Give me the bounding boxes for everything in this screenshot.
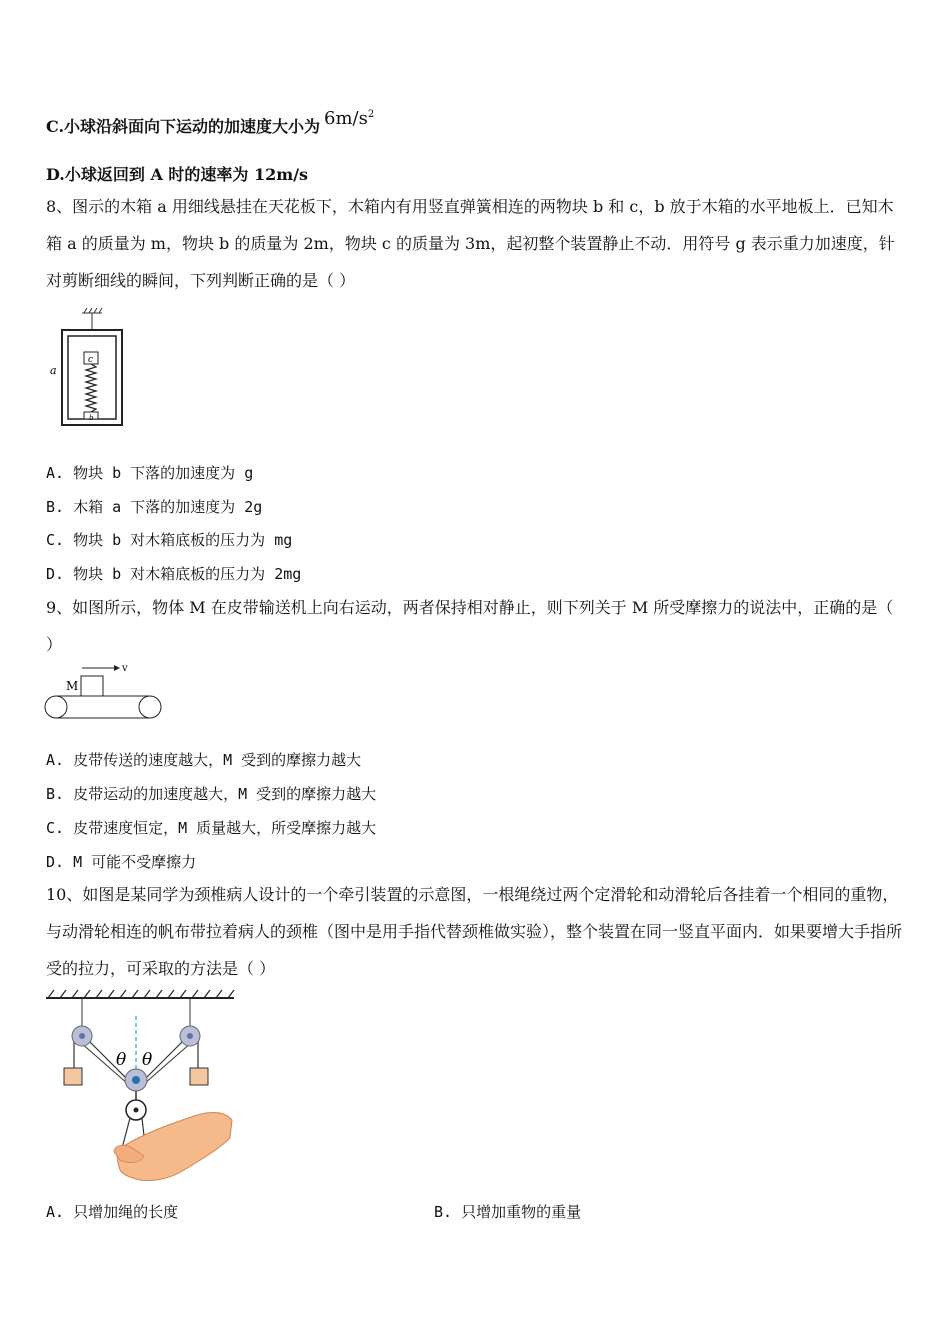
right-fixed-pulley-hub	[187, 1033, 193, 1039]
q9-option-a: A. 皮带传送的速度越大，M 受到的摩擦力越大	[46, 751, 362, 769]
q9-stem-line1: 9、如图所示，物体 M 在皮带输送机上向右运动，两者保持相对静止，则下列关于 M 所受摩擦力的说法中，正确的是（	[46, 598, 894, 617]
q9-option-b: B. 皮带运动的加速度越大，M 受到的摩擦力越大	[46, 785, 377, 803]
left-weight	[64, 1068, 82, 1085]
q10-stem: 10、如图是某同学为颈椎病人设计的一个牵引装置的示意图，一根绳绕过两个定滑轮和动滑轮后各挂着一个相同的重物，与动滑轮相连的帆布带拉着病人的颈椎（图中是用手指代替颈椎做实验），整个装置在同一竖直平面内．如果要增大手指所受的拉力，可采取的方法是（ ）	[46, 885, 903, 978]
q9-option-d: D. M 可能不受摩擦力	[46, 853, 197, 871]
moving-pulley-hub	[132, 1076, 140, 1084]
q7-option-c-text: C.小球沿斜面向下运动的加速度大小为	[46, 117, 321, 136]
q7-option-c-exponent: 2	[367, 109, 375, 120]
right-weight	[190, 1068, 208, 1085]
hand	[117, 1113, 232, 1181]
label-v: v	[122, 663, 128, 674]
left-roller	[45, 696, 67, 718]
hook-ring-center	[134, 1108, 139, 1113]
label-a: a	[50, 364, 57, 377]
theta-left-label: θ	[116, 1050, 127, 1070]
block-M	[81, 676, 103, 696]
q9-stem-line2: ）	[46, 635, 63, 654]
q10-option-a: A. 只增加绳的长度	[46, 1203, 179, 1221]
q8-option-d: D. 物块 b 对木箱底板的压力为 2mg	[46, 565, 302, 583]
q10-traction-figure	[44, 988, 240, 1186]
ceiling-hatch	[82, 308, 102, 313]
label-c: c	[88, 355, 94, 365]
q8-option-a: A. 物块 b 下落的加速度为 g	[46, 464, 254, 482]
label-b: b	[89, 414, 94, 422]
label-M: M	[66, 679, 79, 693]
left-fixed-pulley-hub	[79, 1033, 85, 1039]
q9-conveyor-figure	[44, 660, 166, 722]
spring	[86, 364, 96, 412]
q7-option-d: D.小球返回到 A 时的速率为 12m/s	[46, 165, 309, 184]
q9-option-c: C. 皮带速度恒定，M 质量越大，所受摩擦力越大	[46, 819, 377, 837]
q7-option-c	[46, 108, 375, 137]
ceiling	[46, 990, 234, 998]
q8-option-b: B. 木箱 a 下落的加速度为 2g	[46, 498, 263, 516]
velocity-arrowhead	[114, 665, 120, 671]
q7-option-c-value	[324, 108, 374, 129]
q10-option-b: B. 只增加重物的重量	[434, 1203, 582, 1221]
q8-box-figure	[46, 308, 136, 436]
q8-stem: 8、图示的木箱 a 用细线悬挂在天花板下，木箱内有用竖直弹簧相连的两物块 b 和 c，b 放于木箱的水平地板上．已知木箱 a 的质量为 m，物块 b 的质量为 2m，物块 c 的质量为 3m，起初整个装置静止不动．用符号 g 表示重力加速度，针对剪断细线的瞬间，下列判断正确的是（ ）	[46, 197, 895, 290]
q8-option-c: C. 物块 b 对木箱底板的压力为 mg	[46, 531, 293, 549]
theta-right-label: θ	[142, 1050, 153, 1070]
right-roller	[139, 696, 161, 718]
q7-option-c-unit: 6m/s	[324, 108, 368, 129]
